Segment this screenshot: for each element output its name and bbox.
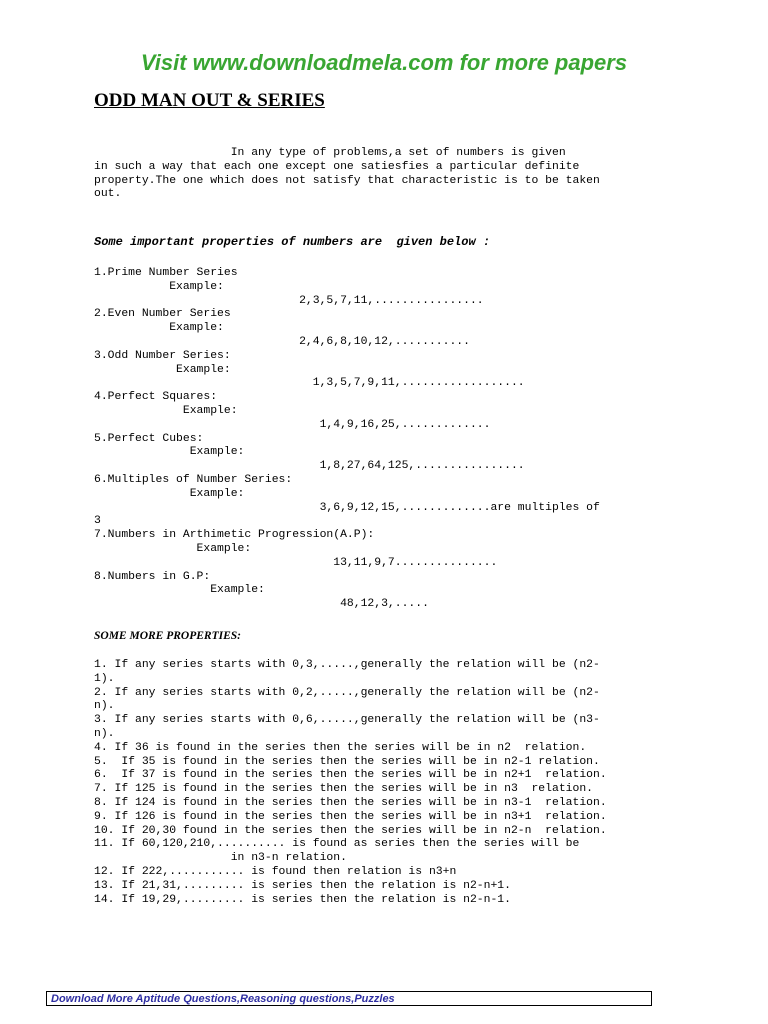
properties-heading: Some important properties of numbers are given below : (94, 235, 491, 249)
rules-line: 3. If any series starts with 0,6,.....,generally the relation will be (n3- (94, 714, 600, 727)
rules-line: 2. If any series starts with 0,2,.....,generally the relation will be (n2- (94, 686, 600, 699)
rules-line: 10. If 20,30 found in the series then the series will be in n2-n relation. (94, 824, 607, 837)
rules-line: 7. If 125 is found in the series then the series will be in n3 relation. (94, 783, 593, 796)
properties-line: 1.Prime Number Series (94, 267, 238, 279)
rules-line: n). (94, 727, 115, 740)
properties-line: Example: (94, 542, 252, 555)
properties-line: 2,3,5,7,11,................ (94, 294, 484, 307)
properties-line: 8.Numbers in G.P: (94, 570, 211, 583)
intro-line: out. (94, 188, 122, 201)
rules-line: 5. If 35 is found in the series then the series will be in n2-1 relation. (94, 755, 600, 768)
page-title: ODD MAN OUT & SERIES (94, 90, 325, 111)
intro-paragraph (94, 147, 600, 202)
properties-line: 6.Multiples of Number Series: (94, 473, 293, 486)
properties-line: Example: (94, 404, 238, 417)
properties-line: 3 (94, 515, 101, 528)
properties-line: 5.Perfect Cubes: (94, 432, 204, 445)
rules-line: 14. If 19,29,......... is series then the relation is n2-n-1. (94, 893, 511, 906)
properties-list (94, 267, 600, 612)
footer-link[interactable]: Download More Aptitude Questions,Reasoning questions,Puzzles (46, 991, 652, 1006)
rules-list (94, 659, 607, 907)
properties-line: 3,6,9,12,15,.............are multiples of (94, 501, 600, 514)
properties-line: Example: (94, 446, 245, 459)
intro-line: In any type of problems,a set of numbers is given (94, 147, 566, 159)
properties-line: 1,3,5,7,9,11,.................. (94, 377, 525, 390)
properties-line: Example: (94, 280, 224, 293)
rules-line: 1. If any series starts with 0,3,.....,generally the relation will be (n2- (94, 659, 600, 671)
properties-line: 2,4,6,8,10,12,........... (94, 335, 470, 348)
properties-line: 2.Even Number Series (94, 308, 231, 321)
properties-line: 7.Numbers in Arthimetic Progression(A.P): (94, 529, 375, 542)
properties-line: 1,4,9,16,25,............. (94, 418, 491, 431)
properties-line: 48,12,3,..... (94, 598, 429, 611)
properties-line: Example: (94, 363, 231, 376)
properties-line: 13,11,9,7............... (94, 556, 498, 569)
properties-line: Example: (94, 322, 224, 335)
properties-line: 4.Perfect Squares: (94, 391, 218, 404)
rules-line: in n3-n relation. (94, 852, 347, 865)
properties-line: 1,8,27,64,125,................ (94, 460, 525, 473)
rules-line: 12. If 222,........... is found then relation is n3+n (94, 865, 457, 878)
intro-line: property.The one which does not satisfy that characteristic is to be taken (94, 174, 600, 187)
properties-line: Example: (94, 584, 265, 597)
more-properties-heading: SOME MORE PROPERTIES: (94, 630, 241, 642)
rules-line: 4. If 36 is found in the series then the series will be in n2 relation. (94, 741, 587, 754)
site-banner: Visit www.downloadmela.com for more papers (140, 50, 628, 75)
rules-line: 13. If 21,31,......... is series then the relation is n2-n+1. (94, 879, 511, 892)
properties-line: Example: (94, 487, 245, 500)
intro-line: in such a way that each one except one satiesfies a particular definite (94, 160, 580, 173)
rules-line: 1). (94, 672, 115, 685)
rules-line: n). (94, 700, 115, 713)
rules-line: 6. If 37 is found in the series then the series will be in n2+1 relation. (94, 769, 607, 782)
properties-line: 3.Odd Number Series: (94, 349, 231, 362)
rules-line: 9. If 126 is found in the series then the series will be in n3+1 relation. (94, 810, 607, 823)
rules-line: 11. If 60,120,210,.......... is found as series then the series will be (94, 838, 580, 851)
rules-line: 8. If 124 is found in the series then the series will be in n3-1 relation. (94, 796, 607, 809)
